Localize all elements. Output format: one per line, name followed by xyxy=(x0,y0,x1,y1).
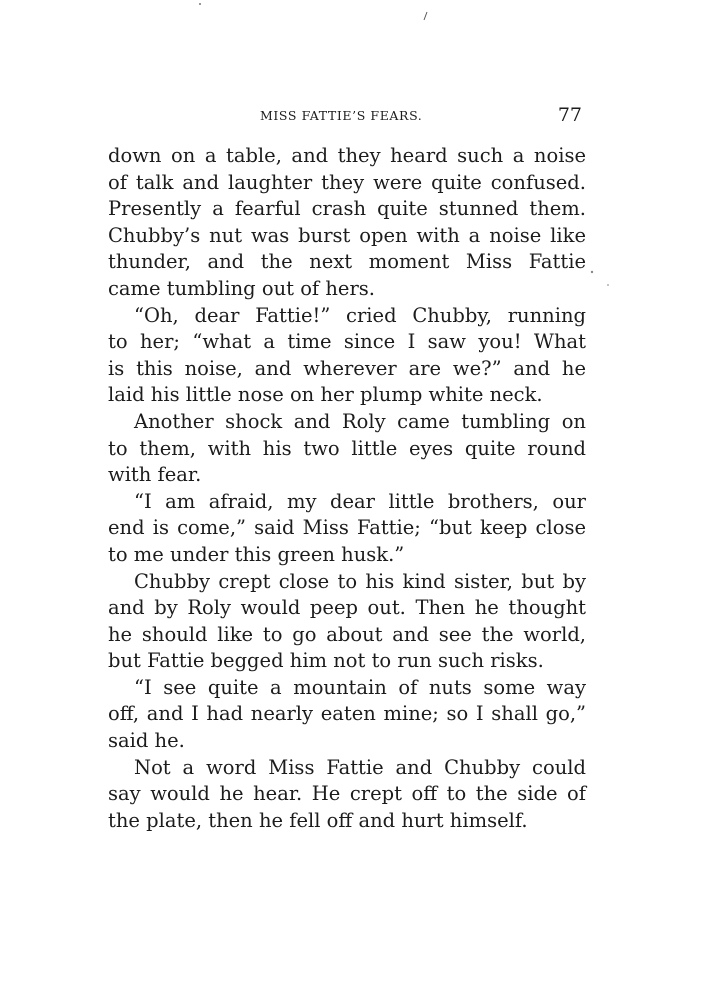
text-line: say would he hear. He crept off to the side of xyxy=(108,782,586,806)
text-line: with fear. xyxy=(108,463,202,487)
text-line: to me under this green husk.” xyxy=(108,542,405,566)
text-line: “Oh, dear Fattie!” cried Chubby, running xyxy=(134,303,586,327)
chapter-title: MISS FATTIE’S FEARS. xyxy=(260,108,423,123)
running-head xyxy=(108,104,586,128)
text-line: Chubby’s nut was burst open with a noise like xyxy=(108,223,586,247)
text-line: to them, with his two little eyes quite round xyxy=(108,436,586,460)
text-line: he should like to go about and see the world, xyxy=(108,622,586,646)
page-number: 77 xyxy=(557,104,582,126)
text-line: down on a table, and they heard such a noise xyxy=(108,144,586,167)
text-line: the plate, then he fell off and hurt himself. xyxy=(108,808,528,832)
text-line: off, and I had nearly eaten mine; so I shall go,” xyxy=(108,702,586,726)
text-line: Chubby crept close to his kind sister, but by xyxy=(134,569,586,593)
text-line: came tumbling out of hers. xyxy=(108,276,375,300)
text-line: is this noise, and wherever are we?” and he xyxy=(108,356,586,380)
text-line: “I am afraid, my dear little brothers, our xyxy=(134,489,586,513)
text-line: but Fattie begged him not to run such risks. xyxy=(108,649,544,673)
text-line: of talk and laughter they were quite confused. xyxy=(108,170,586,194)
text-line: to her; “what a time since I saw you! What xyxy=(108,330,586,354)
text-line: said he. xyxy=(108,729,185,753)
body-text xyxy=(108,143,586,834)
text-line: Presently a fearful crash quite stunned them. xyxy=(108,197,586,221)
text-line: and by Roly would peep out. Then he thought xyxy=(108,596,586,620)
text-line: end is come,” said Miss Fattie; “but keep close xyxy=(108,516,586,540)
text-line: thunder, and the next moment Miss Fattie xyxy=(108,250,586,274)
text-line: Another shock and Roly came tumbling on xyxy=(134,409,586,433)
text-line: “I see quite a mountain of nuts some way xyxy=(134,675,586,699)
text-line: laid his little nose on her plump white neck. xyxy=(108,383,543,407)
text-line: Not a word Miss Fattie and Chubby could xyxy=(134,755,586,779)
